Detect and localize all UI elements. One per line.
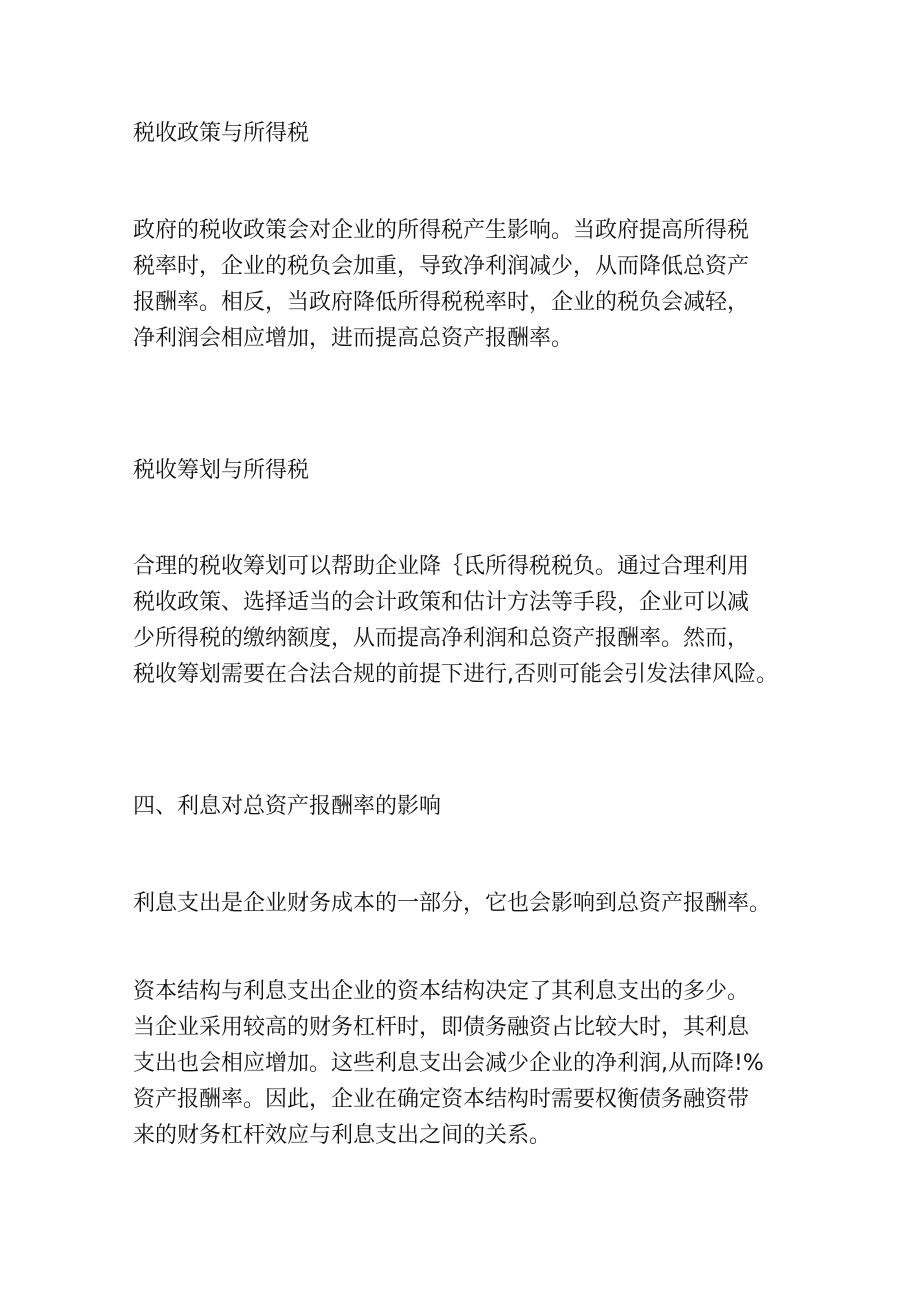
paragraph-tax-planning bbox=[133, 549, 813, 693]
paragraph-line: 来的财务杠杆效应与利息支出之间的关系。 bbox=[133, 1123, 552, 1148]
paragraph-line: 税率时，企业的税负会加重，导致净利润减少，从而降低总资产 bbox=[133, 254, 750, 279]
paragraph-line: 资产报酬率。因此，企业在确定资本结构时需要权衡债务融资带 bbox=[133, 1087, 750, 1112]
section-heading-interest bbox=[133, 789, 813, 825]
section-heading-tax-policy bbox=[133, 116, 813, 152]
heading-text: 税收筹划与所得税 bbox=[133, 458, 310, 483]
paragraph-line: 利息支出是企业财务成本的一部分，它也会影响到总资产报酬率。 bbox=[133, 891, 772, 916]
paragraph-line: 净利润会相应增加，进而提高总资产报酬率。 bbox=[133, 326, 574, 351]
paragraph-line: 资本结构与利息支出企业的资本结构决定了其利息支出的多少。 bbox=[133, 979, 750, 1004]
heading-text: 四、利息对总资产报酬率的影响 bbox=[133, 794, 442, 819]
paragraph-line: 报酬率。相反，当政府降低所得税税率时，企业的税负会减轻， bbox=[133, 290, 750, 315]
paragraph-tax-policy bbox=[133, 213, 813, 357]
paragraph-line: 政府的税收政策会对企业的所得税产生影响。当政府提高所得税 bbox=[133, 218, 750, 243]
paragraph-line: 合理的税收筹划可以帮助企业降｛氐所得税税负。通过合理利用 bbox=[133, 554, 750, 579]
paragraph-capital-structure bbox=[133, 974, 813, 1154]
paragraph-line: 支出也会相应增加。这些利息支出会减少企业的净利润,从而降!% bbox=[133, 1051, 764, 1076]
paragraph-line: 当企业采用较高的财务杠杆时，即债务融资占比较大时，其利息 bbox=[133, 1015, 750, 1040]
paragraph-interest-intro bbox=[133, 886, 813, 922]
paragraph-line: 少所得税的缴纳额度，从而提高净利润和总资产报酬率。然而， bbox=[133, 626, 750, 651]
paragraph-line: 税收筹划需要在合法合规的前提下进行,否则可能会引发法律风险。 bbox=[133, 662, 778, 687]
paragraph-line: 税收政策、选择适当的会计政策和估计方法等手段，企业可以减 bbox=[133, 590, 750, 615]
heading-text: 税收政策与所得税 bbox=[133, 121, 310, 146]
section-heading-tax-planning bbox=[133, 453, 813, 489]
